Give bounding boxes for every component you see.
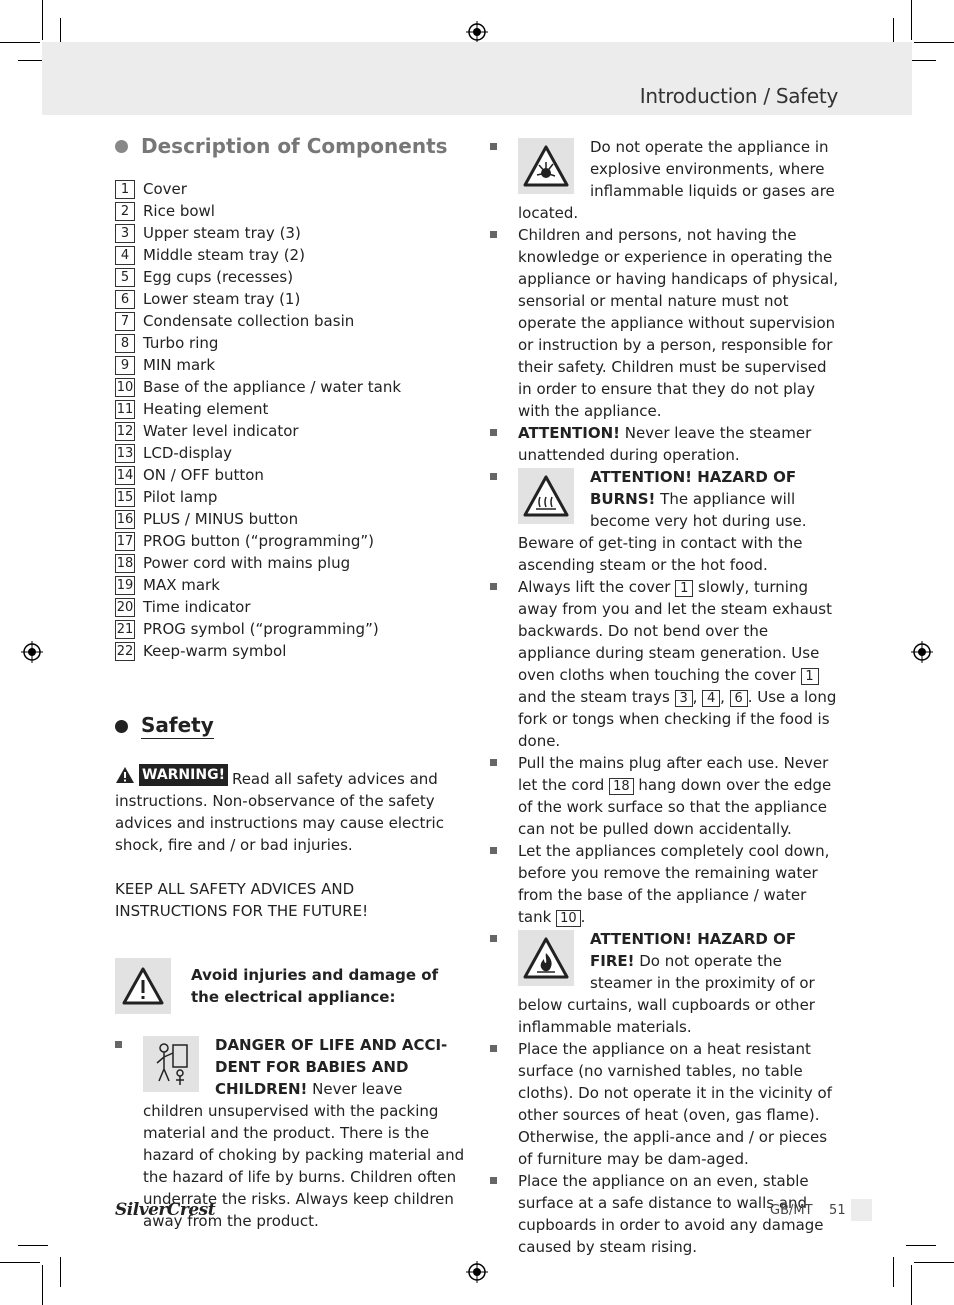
component-number: 11	[116, 401, 134, 417]
component-label: Heating element	[143, 400, 269, 418]
ref-number: 4	[702, 690, 720, 707]
component-label: Cover	[143, 180, 187, 198]
component-number: 19	[116, 577, 134, 593]
footer-tab	[851, 1199, 872, 1221]
explosive-item: Do not operate the appliance in explosive environments, where inflammable liquids or gases are located.	[490, 136, 840, 224]
bullet-dot-icon	[115, 140, 128, 153]
heat-item: Place the appliance on a heat resistant surface (no varnished tables, no table cloths). Do not operate it in the vicinity of other sources of heat (oven, gas flame). Otherwise, the appli-ance and / or pieces of furniture may be dam-aged.	[490, 1038, 840, 1170]
component-number: 15	[116, 489, 134, 505]
registration-mark-icon	[466, 1261, 488, 1283]
component-number: 8	[115, 334, 135, 353]
warning-triangle-icon	[115, 958, 171, 1014]
ref-number: 3	[675, 690, 693, 707]
registration-mark-icon	[466, 21, 488, 43]
component-item	[115, 508, 465, 530]
bullet-square-icon	[490, 143, 497, 150]
bullet-square-icon	[490, 583, 497, 590]
component-item	[115, 398, 465, 420]
bullet-square-icon	[490, 429, 497, 436]
component-label: PLUS / MINUS button	[143, 510, 299, 528]
registration-mark-icon	[911, 641, 933, 663]
component-number: 13	[116, 445, 134, 461]
component-item	[115, 354, 465, 376]
component-label: ON / OFF button	[143, 466, 264, 484]
child-hazard-icon	[143, 1036, 199, 1092]
component-item	[115, 574, 465, 596]
component-number: 2	[115, 202, 135, 221]
even-item: Place the appliance on an even, stable surface at a safe distance to walls and cupboards in order to avoid any damage caused by steam rising.	[490, 1170, 840, 1258]
component-number: 17	[116, 533, 134, 549]
component-label: Pilot lamp	[143, 488, 218, 506]
bullet-square-icon	[490, 473, 497, 480]
page-number: GB/MT 51	[770, 1203, 846, 1218]
component-label: Egg cups (recesses)	[143, 268, 294, 286]
component-label: MAX mark	[143, 576, 220, 594]
component-number: 3	[115, 224, 135, 243]
bullet-square-icon	[490, 1177, 497, 1184]
attention-item: ATTENTION! Never leave the steamer unattended during operation.	[490, 422, 840, 466]
component-item	[115, 464, 465, 486]
component-number: 12	[116, 423, 134, 439]
component-label: Rice bowl	[143, 202, 215, 220]
cool-item: Let the appliances completely cool down, before you remove the remaining water from the base of the appliance / water tank 10 .	[490, 840, 840, 928]
danger-children-item: DANGER OF LIFE AND ACCI-DENT FOR BABIES AND CHILDREN! Never leave children unsupervised with the packing material and the product. There is the hazard of choking by packing material and the hazard of life by burns. Children often underrate the risks. Always keep children away from the product.	[115, 1034, 465, 1232]
component-label: Power cord with mains plug	[143, 554, 351, 572]
component-item	[115, 178, 465, 200]
component-item	[115, 486, 465, 508]
safety-heading: Safety	[115, 708, 465, 744]
plug-item: Pull the mains plug after each use. Never let the cord 18 hang down over the edge of the work surface so that the appliance can not be pulled down accidentally.	[490, 752, 840, 840]
component-number: 6	[115, 290, 135, 309]
fire-icon	[518, 930, 574, 986]
component-item	[115, 200, 465, 222]
component-number: 7	[115, 312, 135, 331]
components-list	[115, 178, 465, 662]
bullet-square-icon	[490, 935, 497, 942]
component-label: Upper steam tray (3)	[143, 224, 301, 242]
component-label: Water level indicator	[143, 422, 299, 440]
page-title: Introduction / Safety	[639, 84, 838, 108]
component-item	[115, 552, 465, 574]
component-number: 18	[116, 555, 134, 571]
component-label: LCD-display	[143, 444, 233, 462]
component-number: 16	[116, 511, 134, 527]
warning-triangle-icon	[115, 766, 135, 784]
component-item	[115, 442, 465, 464]
component-number: 14	[116, 467, 134, 483]
ref-number: 6	[730, 690, 748, 707]
hot-surface-icon	[518, 468, 574, 524]
component-number: 9	[115, 356, 135, 375]
component-number: 20	[116, 599, 134, 615]
component-item	[115, 310, 465, 332]
avoid-injuries-box: Avoid injuries and damage of the electrical appliance:	[115, 958, 465, 1014]
warning-paragraph: WARNING! Read all safety advices and instructions. Non-observance of the safety advices and instructions may cause electric shock, fire and / or bad injuries.	[115, 764, 465, 856]
component-item	[115, 420, 465, 442]
component-label: MIN mark	[143, 356, 216, 374]
component-label: Time indicator	[143, 598, 251, 616]
burns-item: ATTENTION! HAZARD OF BURNS! The appliance will become very hot during use. Beware of get-ting in contact with the ascending steam or the hot food.	[490, 466, 840, 576]
component-label: Lower steam tray (1)	[143, 290, 301, 308]
component-item	[115, 244, 465, 266]
component-item	[115, 618, 465, 640]
bullet-square-icon	[490, 231, 497, 238]
components-heading: Description of Components	[115, 128, 465, 164]
component-label: PROG button (“programming”)	[143, 532, 374, 550]
bullet-square-icon	[490, 847, 497, 854]
ref-number: 1	[801, 668, 819, 685]
right-column	[490, 136, 840, 1258]
component-number: 21	[116, 621, 134, 637]
component-label: Keep-warm symbol	[143, 642, 287, 660]
component-number: 4	[115, 246, 135, 265]
ref-number: 18	[609, 778, 634, 795]
component-item	[115, 596, 465, 618]
component-label: PROG symbol (“programming”)	[143, 620, 379, 638]
component-item	[115, 266, 465, 288]
component-number: 1	[115, 180, 135, 199]
component-number: 5	[115, 268, 135, 287]
component-item	[115, 332, 465, 354]
component-item	[115, 640, 465, 662]
bullet-square-icon	[115, 1041, 122, 1048]
component-label: Condensate collection basin	[143, 312, 355, 330]
component-label: Turbo ring	[143, 334, 219, 352]
fire-item: ATTENTION! HAZARD OF FIRE! Do not operate the steamer in the proximity of or below curtains, wall cupboards or other inflammable materials.	[490, 928, 840, 1038]
bullet-square-icon	[490, 1045, 497, 1052]
component-item	[115, 222, 465, 244]
cover-item: Always lift the cover 1 slowly, turning away from you and let the steam exhaust backwards. Do not bend over the appliance during steam generation. Use oven cloths when touching the cover 1 and the steam trays 3 , 4 , 6 . Use a long fork or tongs when checking if the food is done.	[490, 576, 840, 752]
brand-logo: SilverCrest	[115, 1200, 216, 1220]
registration-mark-icon	[21, 641, 43, 663]
component-label: Middle steam tray (2)	[143, 246, 305, 264]
bullet-dot-icon	[115, 720, 128, 733]
ref-number: 1	[675, 580, 693, 597]
warning-badge: WARNING!	[115, 764, 232, 786]
ref-number: 10	[556, 910, 581, 927]
component-number: 22	[116, 643, 134, 659]
explosion-icon	[518, 138, 574, 194]
keep-instructions: KEEP ALL SAFETY ADVICES AND INSTRUCTIONS FOR THE FUTURE!	[115, 880, 369, 920]
component-item	[115, 288, 465, 310]
left-column	[115, 128, 465, 1232]
component-label: Base of the appliance / water tank	[143, 378, 402, 396]
component-number: 10	[116, 379, 134, 395]
component-item	[115, 376, 465, 398]
bullet-square-icon	[490, 759, 497, 766]
children-item: Children and persons, not having the knowledge or experience in operating the appliance or having handicaps of physical, sensorial or mental nature must not operate the appliance without supervision or instruction by a person, responsible for their safety. Children must be supervised in order to ensure that they do not play with the appliance.	[490, 224, 840, 422]
component-item	[115, 530, 465, 552]
